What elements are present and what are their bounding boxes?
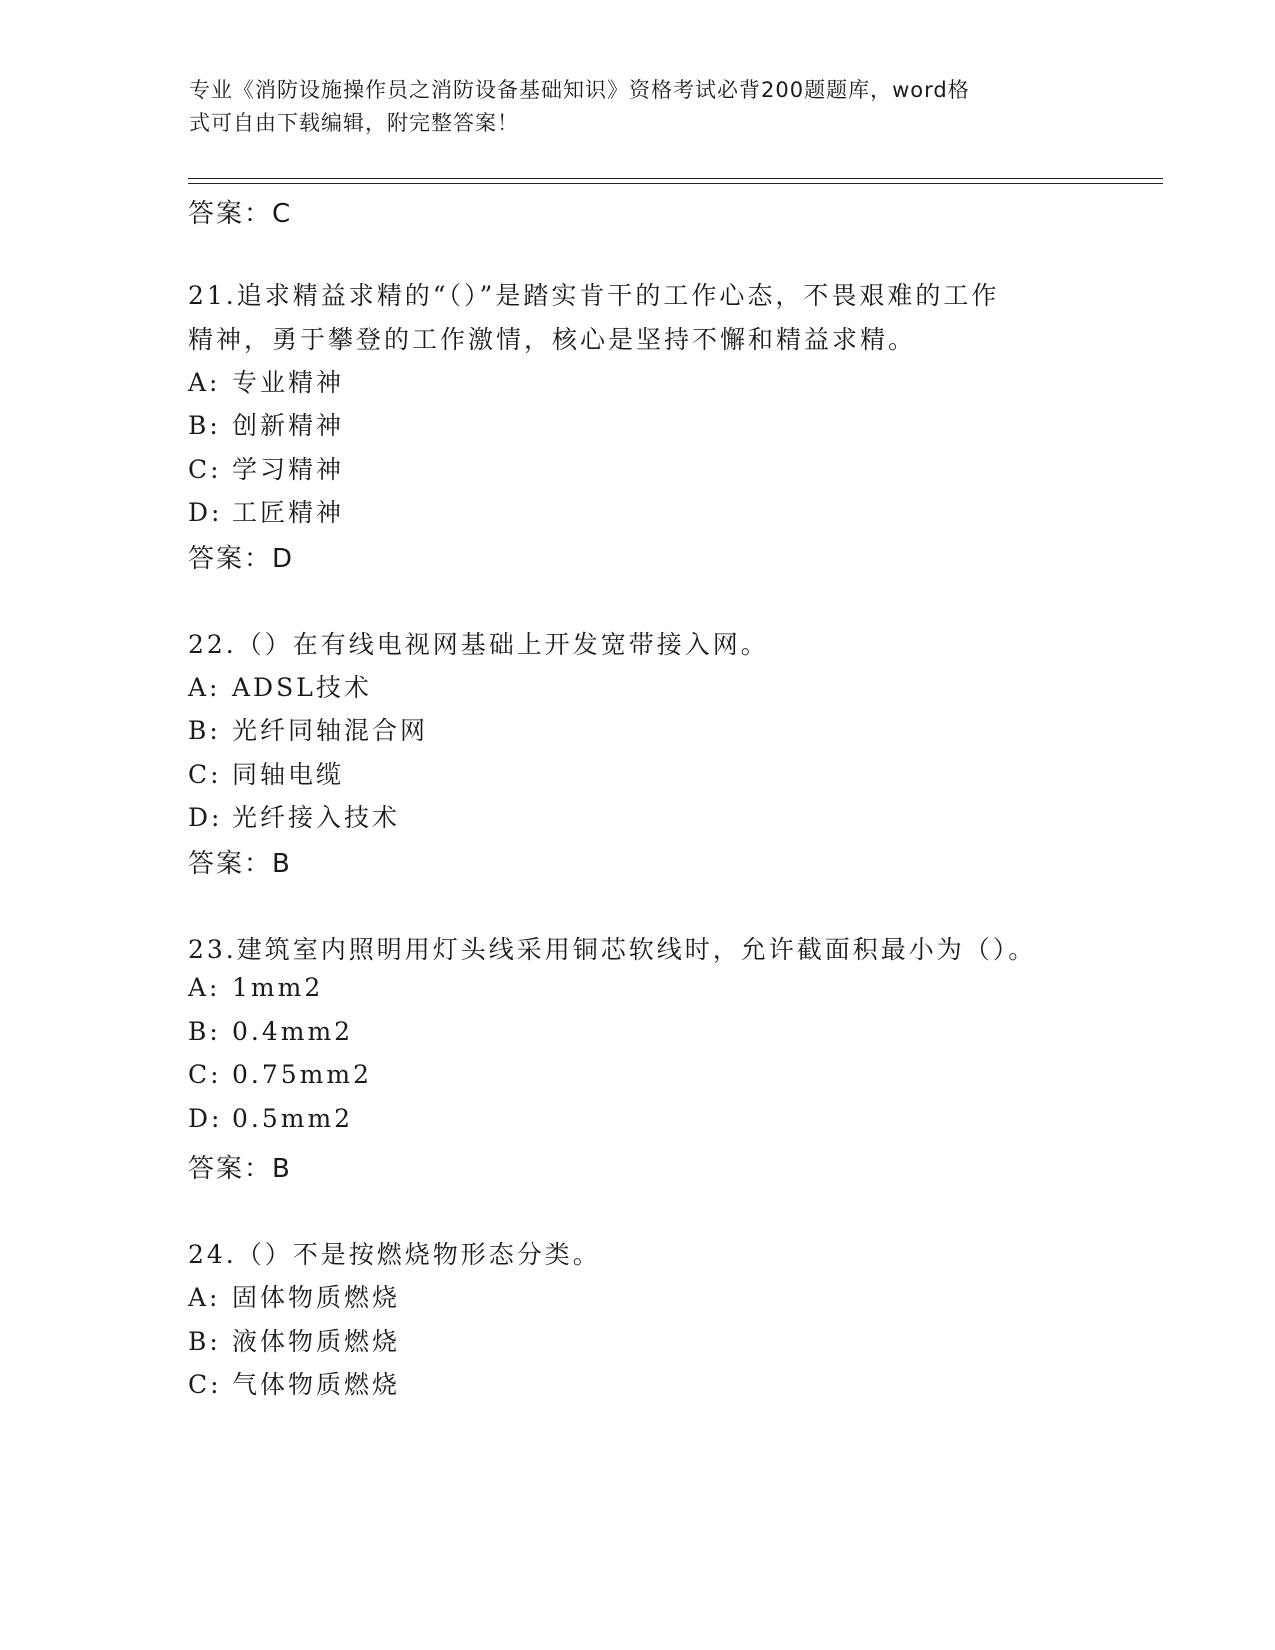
question-21-option-d [188,493,344,529]
header-divider-bottom [188,183,1163,184]
question-21-option-c [188,450,344,486]
question-23-answer: 答案：B [188,1154,292,1184]
option-text: 固体物质燃烧 [232,1283,401,1312]
question-22-answer: 答案：B [188,849,292,879]
option-text: 同轴电缆 [232,760,345,789]
option-text: 液体物质燃烧 [232,1327,401,1356]
option-key: B: [188,716,221,745]
option-key: C: [188,1060,222,1089]
option-key: C: [188,1370,222,1399]
question-23-stem: 23.建筑室内照明用灯头线采用铜芯软线时，允许截面积最小为（）。 [188,935,1037,964]
option-key: A: [188,368,221,397]
option-key: C: [188,760,222,789]
question-22-option-c [188,755,344,791]
option-text: 工匠精神 [232,498,345,527]
question-24-option-a [188,1278,400,1314]
question-24-stem: 24.（）不是按燃烧物形态分类。 [188,1240,601,1269]
question-22-option-a [188,668,372,704]
question-23-option-a [188,973,323,1002]
option-key: D: [188,1104,223,1133]
option-text: ADSL技术 [232,673,372,702]
question-21-stem-line-1: 21.追求精益求精的“（）”是踏实肯干的工作心态，不畏艰难的工作 [188,281,1000,310]
header-line-2: 式可自由下载编辑，附完整答案！ [189,111,519,135]
option-key: A: [188,673,221,702]
option-text: 光纤同轴混合网 [232,716,429,745]
option-key: D: [188,803,223,832]
answer-prev: 答案：C [188,199,293,229]
option-key: C: [188,455,222,484]
question-22-option-b [188,711,428,747]
question-22-option-d [188,798,400,834]
question-21-option-b [188,406,344,442]
question-21-option-a [188,363,344,399]
question-23-option-d [188,1104,353,1133]
option-key: A: [188,973,221,1002]
option-text: 光纤接入技术 [232,803,401,832]
option-key: D: [188,498,223,527]
option-text: 0.5mm2 [232,1104,354,1133]
header-divider-top [188,178,1163,179]
option-text: 学习精神 [232,455,345,484]
header-line-1: 专业《消防设施操作员之消防设备基础知识》资格考试必背200题题库，word格 [189,78,970,102]
option-text: 创新精神 [232,411,345,440]
option-text: 专业精神 [232,368,345,397]
document-header [189,74,1089,140]
option-key: B: [188,1017,221,1046]
option-text: 1mm2 [232,973,324,1002]
option-key: B: [188,1327,221,1356]
option-key: B: [188,411,221,440]
question-21-stem-line-2: 精神，勇于攀登的工作激情，核心是坚持不懈和精益求精。 [188,325,917,354]
question-21-answer: 答案：D [188,544,295,574]
option-text: 0.4mm2 [232,1017,354,1046]
question-24-option-c [188,1365,400,1401]
option-text: 气体物质燃烧 [232,1370,401,1399]
question-22-stem: 22.（）在有线电视网基础上开发宽带接入网。 [188,630,769,659]
question-23-option-c [188,1060,372,1089]
option-text: 0.75mm2 [232,1060,372,1089]
option-key: A: [188,1283,221,1312]
question-24-option-b [188,1322,400,1358]
question-23-option-b [188,1017,353,1046]
